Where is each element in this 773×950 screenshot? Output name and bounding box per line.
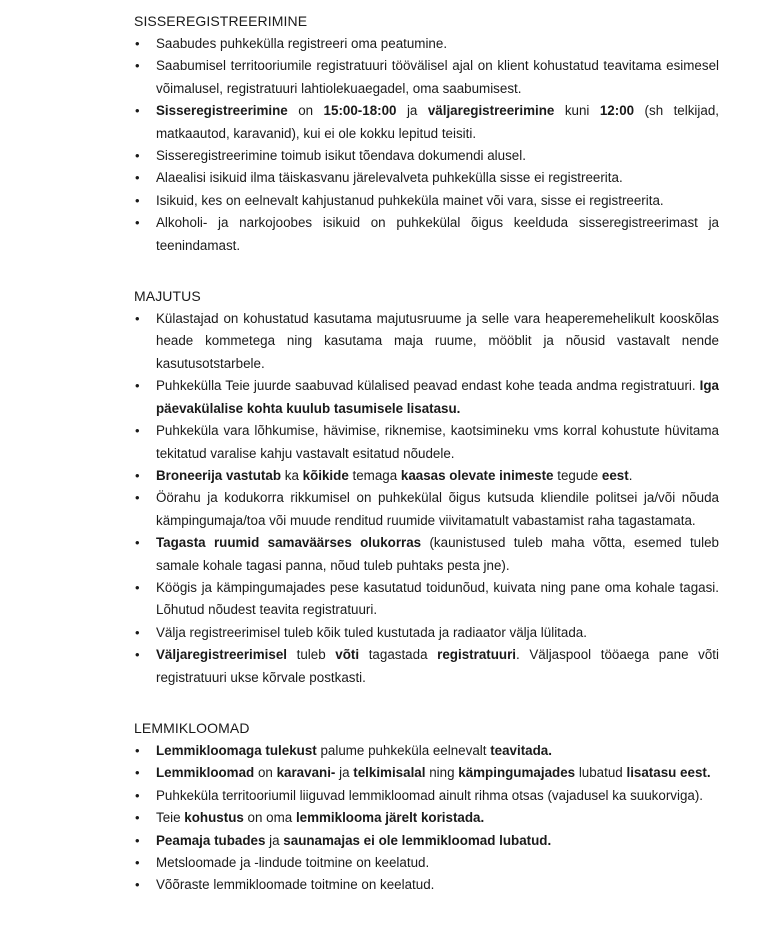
item-text: tegude: [553, 467, 602, 483]
bullet-icon: •: [135, 103, 140, 119]
list-item: [134, 740, 719, 762]
list-item: [134, 33, 719, 55]
bullet-icon: •: [135, 215, 140, 231]
bullet-icon: •: [135, 877, 140, 893]
bullet-icon: •: [135, 423, 140, 439]
item-text: tagastada: [359, 647, 438, 663]
document-body: [134, 10, 719, 925]
bullet-icon: •: [135, 467, 140, 483]
emphasis-text: registratuuri: [437, 647, 517, 663]
item-text: ning: [425, 765, 459, 781]
list-item: [134, 465, 719, 487]
bullet-icon: •: [135, 810, 140, 826]
item-text: Saabudes puhkekülla registreeri oma peatumine.: [156, 36, 448, 51]
list-item: [134, 830, 719, 852]
list-item: [134, 212, 719, 257]
item-text: Puhkeküla territooriumil liiguvad lemmikloomad ainult rihma otsas (vajadusel ka suukorviga).: [156, 787, 704, 803]
emphasis-text: kämpingumajades: [458, 765, 576, 781]
emphasis-text: Broneerija vastutab: [156, 467, 282, 483]
item-text: Võõraste lemmikloomade toitmine on keelatud.: [156, 877, 435, 893]
item-text: Öörahu ja kodukorra rikkumisel on puhkekülal õigus kutsuda kliendile politsei ja/või nõuda kämpingumaja/toa või muude renditud ruumide viivitamatult vabastamist raha tagastamata.: [156, 490, 719, 528]
emphasis-text: lemmiklooma järelt koristada.: [295, 810, 485, 826]
emphasis-text: väljaregistreerimine: [427, 103, 555, 119]
rule-list: [134, 33, 719, 257]
item-text: ka: [281, 467, 303, 483]
emphasis-text: Lemmikloomad: [156, 765, 255, 781]
item-text: Külastajad on kohustatud kasutama majutusruume ja selle vara heaperemehelikult kooskõlas heade kommetega ning kasutama maja ruume, mööblit ja nõusid vastavalt nende kasutusotstarbele.: [156, 311, 719, 371]
bullet-icon: •: [135, 535, 140, 551]
list-item: [134, 145, 719, 167]
item-text: (sh telkijad, matkaautod, karavanid), kui ei ole kokku lepitud teisiti.: [156, 103, 719, 141]
bullet-icon: •: [135, 148, 140, 164]
emphasis-text: 12:00: [599, 103, 635, 119]
item-text: ja: [265, 832, 284, 848]
list-item: [134, 622, 719, 644]
section-accommodation: [134, 285, 719, 689]
emphasis-text: Sisseregistreerimine: [156, 103, 288, 119]
bullet-icon: •: [135, 647, 140, 663]
item-text: ja: [335, 765, 354, 781]
section-heading: SISSEREGISTREERIMINE: [134, 13, 308, 29]
item-text: (kaunistused tuleb maha võtta, esemed tuleb samale kohale tagasi panna, nõud tuleb puhtaks pesta jne).: [156, 535, 719, 573]
list-item: [134, 167, 719, 189]
list-item: [134, 577, 719, 622]
item-text: ja: [396, 103, 428, 119]
emphasis-text: saunamajas ei ole lemmikloomad lubatud.: [283, 832, 552, 848]
bullet-icon: •: [135, 378, 140, 394]
list-item: [134, 807, 719, 829]
bullet-icon: •: [135, 624, 140, 640]
bullet-icon: •: [135, 787, 140, 803]
list-item: [134, 852, 719, 874]
emphasis-text: Tagasta ruumid samaväärses olukorras: [156, 535, 422, 551]
section-check-in: [134, 10, 719, 257]
emphasis-text: eest: [601, 467, 629, 483]
item-text: temaga: [348, 467, 401, 483]
item-text: . Väljaspool tööaega pane võti registratuuri ukse kõrvale postkasti.: [156, 647, 719, 685]
list-item: [134, 55, 719, 100]
item-text: Puhkeküla vara lõhkumise, hävimise, riknemise, kaotsimineku vms korral kohustute hüvitama tekitatud varalise kahju vastavalt esitatud nõudele.: [156, 423, 719, 461]
item-text: Köögis ja kämpingumajades pese kasutatud toidunõud, kuivata ning pane oma kohale tagasi. Lõhutud nõudest teavita registratuuri.: [156, 579, 719, 618]
item-text: Teie: [156, 810, 185, 826]
item-text: .: [628, 467, 633, 483]
item-text: on: [287, 103, 324, 119]
item-text: Sisseregistreerimine toimub isikut tõendava dokumendi alusel.: [156, 148, 526, 164]
emphasis-text: karavani-: [276, 765, 336, 781]
list-item: [134, 420, 719, 465]
bullet-icon: •: [135, 36, 140, 51]
emphasis-text: Peamaja tubades: [156, 832, 266, 848]
emphasis-text: 15:00-18:00: [323, 103, 397, 119]
emphasis-text: kohustus: [184, 810, 244, 826]
bullet-icon: •: [135, 832, 140, 848]
list-item: [134, 762, 719, 784]
section-heading: LEMMIKLOOMAD: [134, 719, 250, 736]
list-item: [134, 644, 719, 689]
list-item: [134, 375, 719, 420]
emphasis-text: kõikide: [302, 467, 349, 483]
emphasis-text: Lemmikloomaga tulekust: [156, 742, 317, 758]
bullet-icon: •: [135, 742, 140, 758]
rule-list: [134, 740, 719, 897]
item-text: palume puhkeküla eelnevalt: [316, 742, 491, 758]
item-text: Alkoholi- ja narkojoobes isikuid on puhkekülal õigus keelduda sisseregistreerimast ja teenindamast.: [156, 215, 719, 253]
item-text: Metsloomade ja -lindude toitmine on keelatud.: [156, 855, 430, 870]
list-item: [134, 100, 719, 145]
list-item: [134, 308, 719, 375]
item-text: Isikuid, kes on eelnevalt kahjustanud puhkeküla mainet või vara, sisse ei registreerita.: [156, 192, 664, 208]
emphasis-text: teavitada.: [490, 742, 552, 758]
bullet-icon: •: [135, 170, 140, 186]
item-text: on oma: [243, 810, 296, 826]
emphasis-text: lisatasu eest.: [626, 765, 711, 781]
bullet-icon: •: [135, 765, 140, 781]
list-item: [134, 487, 719, 532]
rule-list: [134, 308, 719, 689]
item-text: Puhkekülla Teie juurde saabuvad külalised peavad endast kohe teada andma registratuuri.: [156, 378, 700, 394]
bullet-icon: •: [135, 855, 140, 870]
section-heading: MAJUTUS: [134, 288, 201, 305]
list-item: [134, 785, 719, 807]
emphasis-text: võti: [335, 647, 360, 663]
emphasis-text: telkimisalal: [353, 765, 426, 781]
item-text: Välja registreerimisel tuleb kõik tuled kustutada ja radiaator välja lülitada.: [156, 624, 587, 640]
section-pets: [134, 717, 719, 897]
list-item: [134, 190, 719, 212]
item-text: kuni: [554, 103, 600, 119]
emphasis-text: kaasas olevate inimeste: [400, 467, 554, 483]
bullet-icon: •: [135, 311, 140, 327]
emphasis-text: Iga päevakülalise kohta kuulub tasumisele lisatasu.: [156, 378, 719, 416]
item-text: Saabumisel territooriumile registratuuri töövälisel ajal on klient kohustatud teavitama esimesel võimalusel, registratuuri lahtiolekuaegadel, oma saabumisest.: [156, 58, 719, 96]
item-text: tuleb: [287, 647, 336, 663]
emphasis-text: Väljaregistreerimisel: [156, 647, 288, 663]
bullet-icon: •: [135, 192, 140, 208]
list-item: [134, 874, 719, 896]
item-text: lubatud: [575, 765, 627, 781]
item-text: on: [254, 765, 277, 781]
list-item: [134, 532, 719, 577]
bullet-icon: •: [135, 58, 140, 74]
item-text: Alaealisi isikuid ilma täiskasvanu järelevalveta puhkekülla sisse ei registreerita.: [156, 170, 623, 186]
bullet-icon: •: [135, 490, 140, 506]
bullet-icon: •: [135, 579, 140, 595]
